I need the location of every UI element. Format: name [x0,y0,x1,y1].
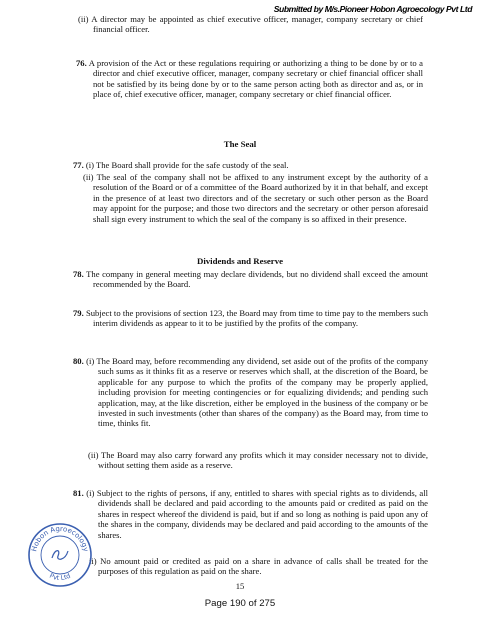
clause-81-ii [89,556,428,577]
clause-ii-director [78,14,423,35]
heading-the-seal: The Seal [223,139,257,149]
stamp-signature-mark [52,551,68,560]
clause-77-i [73,160,428,170]
clause-76-number: 76. [76,58,87,68]
clause-81-ii-text: ii) No amount paid or credited as paid on a share in advance of calls shall be treated for the purposes of this regulation as paid on the share. [89,556,428,577]
page-footer-label: Page 190 of 275 [204,598,276,609]
page-number: 15 [235,581,245,591]
clause-77-number: 77. [73,160,84,170]
clause-77-ii [83,172,428,224]
clause-80-ii-text: (ii) The Board may also carry forward any profits which it may consider necessary not to divide, without setting them aside as a reserve. [88,450,428,471]
clause-81-i-text: (i) Subject to the rights of persons, if any, entitled to shares with special rights as to dividends, all dividends shall be declared and paid according to the amounts paid or credited as paid on the shares in respect whereof the dividend is paid, but if and so long as nothing is paid upon any of the shares in the company, dividends may be declared and paid according to the amounts of the shares. [83,488,428,540]
clause-78 [73,269,428,290]
stamp-top-text: Hobon Agroecology [30,524,90,553]
clause-78-text: The company in general meeting may declare dividends, but no dividend shall exceed the amount recommended by the Board. [83,269,428,290]
company-seal-stamp [27,522,93,588]
clause-80-i-text: (i) The Board may, before recommending any dividend, set aside out of the profits of the company such sums as it thinks fit as a reserve or reserves which shall, at the discretion of the Board, be applicable for any purpose to which the profits of the company may be properly applied, including provision for meeting contingencies or for equalizing dividends; and pending such application, may, at the like discretion, either be employed in the business of the company or be invested in such investments (other than shares of the company) as the Board may, from time to time, thinks fit. [83,356,428,429]
clause-78-number: 78. [73,269,84,279]
clause-80-ii [88,450,428,471]
clause-77-i-text: (i) The Board shall provide for the safe custody of the seal. [83,160,289,170]
clause-76-text: A provision of the Act or these regulations requiring or authorizing a thing to be done by or to a director and chief executive officer, manager, company secretary or chief financial officer shall not be satisfied by its being done by or to the same person acting both as director and as, or in place of, chief executive officer, manager, company secretary or chief financial officer. [86,58,423,100]
submitted-by-header: Submitted by M/s.Pioneer Hobon Agroecology Pvt Ltd [273,4,472,14]
heading-dividends-reserve: Dividends and Reserve [196,256,284,266]
clause-79-text: Subject to the provisions of section 123, the Board may from time to time pay to the members such interim dividends as appear to it to be justified by the profits of the company. [83,308,428,329]
clause-81-i [73,488,428,540]
clause-80-number: 80. [73,356,84,366]
clause-81-number: 81. [73,488,84,498]
clause-ii-director-text: (ii) A director may be appointed as chief executive officer, manager, company secretary or chief financial officer. [78,14,423,35]
clause-79-number: 79. [73,308,84,318]
clause-79 [73,308,428,329]
stamp-bottom-text: Pvt Ltd [48,571,72,583]
clause-80-i [73,356,428,429]
clause-76 [76,58,423,100]
clause-77-ii-text: (ii) The seal of the company shall not be affixed to any instrument except by the authority of a resolution of the Board or of a committee of the Board authorized by it in that behalf, and except in the presence of at least two directors and of the secretary or such other person as the Board may appoint for the purpose; and those two directors and the secretary or other person aforesaid shall sign every instrument to which the seal of the company is so affixed in their presence. [83,172,428,224]
